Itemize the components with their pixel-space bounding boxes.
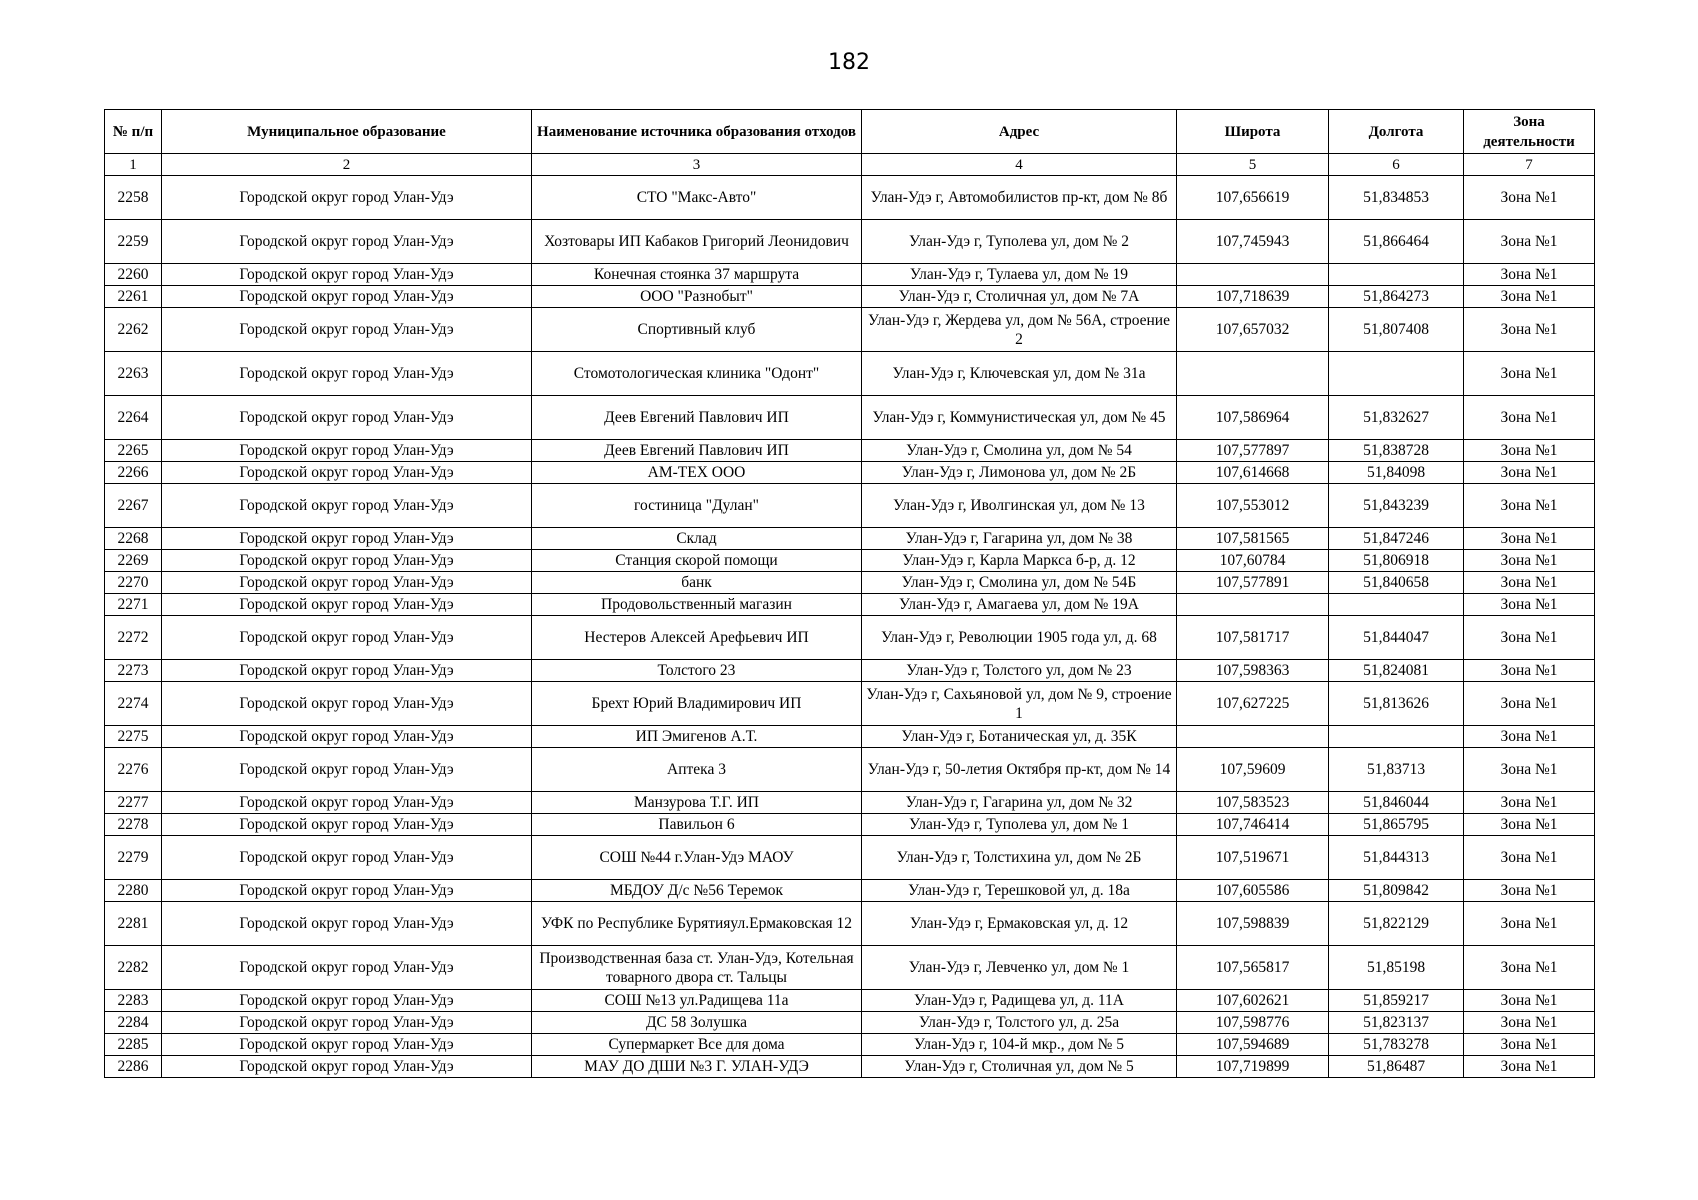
cell-address: Улан-Удэ г, Радищева ул, д. 11А	[862, 990, 1177, 1012]
cell-municipality: Городской округ город Улан-Удэ	[162, 682, 532, 726]
cell-zone: Зона №1	[1464, 462, 1595, 484]
cell-address: Улан-Удэ г, Толстихина ул, дом № 2Б	[862, 836, 1177, 880]
header-longitude: Долгота	[1329, 110, 1464, 154]
column-number-row	[105, 154, 1595, 176]
cell-longitude: 51,823137	[1329, 1012, 1464, 1034]
cell-municipality: Городской округ город Улан-Удэ	[162, 616, 532, 660]
header-source-name: Наименование источника образования отходов	[532, 110, 862, 154]
cell-address: Улан-Удэ г, Коммунистическая ул, дом № 45	[862, 396, 1177, 440]
cell-number: 2286	[105, 1056, 162, 1078]
cell-number: 2276	[105, 748, 162, 792]
cell-address: Улан-Удэ г, Амагаева ул, дом № 19А	[862, 594, 1177, 616]
cell-address: Улан-Удэ г, Сахьяновой ул, дом № 9, строение 1	[862, 682, 1177, 726]
cell-latitude: 107,581565	[1177, 528, 1329, 550]
cell-latitude: 107,581717	[1177, 616, 1329, 660]
page-number: 182	[828, 50, 870, 75]
cell-latitude: 107,602621	[1177, 990, 1329, 1012]
column-number: 4	[862, 154, 1177, 176]
table-row	[105, 880, 1595, 902]
table-row	[105, 902, 1595, 946]
cell-number: 2285	[105, 1034, 162, 1056]
cell-zone: Зона №1	[1464, 572, 1595, 594]
table-row	[105, 352, 1595, 396]
column-number: 2	[162, 154, 532, 176]
cell-longitude: 51,843239	[1329, 484, 1464, 528]
table-row	[105, 550, 1595, 572]
cell-address: Улан-Удэ г, 104-й мкр., дом № 5	[862, 1034, 1177, 1056]
table-row	[105, 616, 1595, 660]
cell-zone: Зона №1	[1464, 946, 1595, 990]
table-row	[105, 396, 1595, 440]
cell-source-name: ДС 58 Золушка	[532, 1012, 862, 1034]
cell-address: Улан-Удэ г, Гагарина ул, дом № 38	[862, 528, 1177, 550]
cell-zone: Зона №1	[1464, 682, 1595, 726]
cell-zone: Зона №1	[1464, 176, 1595, 220]
cell-municipality: Городской округ город Улан-Удэ	[162, 572, 532, 594]
cell-zone: Зона №1	[1464, 440, 1595, 462]
cell-zone: Зона №1	[1464, 814, 1595, 836]
cell-longitude: 51,806918	[1329, 550, 1464, 572]
cell-zone: Зона №1	[1464, 726, 1595, 748]
cell-number: 2272	[105, 616, 162, 660]
cell-longitude: 51,809842	[1329, 880, 1464, 902]
cell-longitude: 51,84098	[1329, 462, 1464, 484]
cell-source-name: Производственная база ст. Улан-Удэ, Котельная товарного двора ст. Тальцы	[532, 946, 862, 990]
table-row	[105, 748, 1595, 792]
cell-source-name: СОШ №13 ул.Радищева 11а	[532, 990, 862, 1012]
waste-sources-table	[104, 109, 1595, 1078]
cell-source-name: УФК по Республике Бурятияул.Ермаковская 12	[532, 902, 862, 946]
cell-latitude: 107,577891	[1177, 572, 1329, 594]
cell-address: Улан-Удэ г, Революции 1905 года ул, д. 68	[862, 616, 1177, 660]
cell-longitude: 51,859217	[1329, 990, 1464, 1012]
cell-number: 2265	[105, 440, 162, 462]
cell-longitude: 51,834853	[1329, 176, 1464, 220]
cell-zone: Зона №1	[1464, 484, 1595, 528]
cell-source-name: Толстого 23	[532, 660, 862, 682]
cell-municipality: Городской округ город Улан-Удэ	[162, 176, 532, 220]
cell-number: 2281	[105, 902, 162, 946]
header-latitude: Широта	[1177, 110, 1329, 154]
cell-zone: Зона №1	[1464, 286, 1595, 308]
cell-address: Улан-Удэ г, Смолина ул, дом № 54Б	[862, 572, 1177, 594]
cell-municipality: Городской округ город Улан-Удэ	[162, 990, 532, 1012]
cell-source-name: банк	[532, 572, 862, 594]
cell-source-name: Стомотологическая клиника "Одонт"	[532, 352, 862, 396]
cell-address: Улан-Удэ г, Туполева ул, дом № 1	[862, 814, 1177, 836]
cell-municipality: Городской округ город Улан-Удэ	[162, 484, 532, 528]
cell-zone: Зона №1	[1464, 836, 1595, 880]
table-row	[105, 572, 1595, 594]
cell-number: 2271	[105, 594, 162, 616]
cell-longitude: 51,866464	[1329, 220, 1464, 264]
cell-longitude	[1329, 594, 1464, 616]
cell-source-name: Аптека 3	[532, 748, 862, 792]
cell-address: Улан-Удэ г, Гагарина ул, дом № 32	[862, 792, 1177, 814]
cell-municipality: Городской округ город Улан-Удэ	[162, 1056, 532, 1078]
cell-longitude: 51,85198	[1329, 946, 1464, 990]
cell-zone: Зона №1	[1464, 220, 1595, 264]
cell-address: Улан-Удэ г, 50-летия Октября пр-кт, дом № 14	[862, 748, 1177, 792]
cell-zone: Зона №1	[1464, 1056, 1595, 1078]
cell-number: 2264	[105, 396, 162, 440]
cell-latitude: 107,627225	[1177, 682, 1329, 726]
cell-source-name: АМ-ТЕХ ООО	[532, 462, 862, 484]
cell-latitude	[1177, 594, 1329, 616]
table-row	[105, 792, 1595, 814]
cell-longitude: 51,838728	[1329, 440, 1464, 462]
cell-municipality: Городской округ город Улан-Удэ	[162, 352, 532, 396]
cell-number: 2270	[105, 572, 162, 594]
cell-latitude: 107,553012	[1177, 484, 1329, 528]
cell-latitude: 107,598363	[1177, 660, 1329, 682]
cell-municipality: Городской округ город Улан-Удэ	[162, 880, 532, 902]
cell-latitude: 107,594689	[1177, 1034, 1329, 1056]
cell-municipality: Городской округ город Улан-Удэ	[162, 462, 532, 484]
cell-latitude	[1177, 264, 1329, 286]
cell-number: 2284	[105, 1012, 162, 1034]
cell-latitude	[1177, 352, 1329, 396]
cell-address: Улан-Удэ г, Смолина ул, дом № 54	[862, 440, 1177, 462]
cell-source-name: Конечная стоянка 37 маршрута	[532, 264, 862, 286]
cell-number: 2279	[105, 836, 162, 880]
cell-zone: Зона №1	[1464, 1034, 1595, 1056]
cell-source-name: Деев Евгений Павлович ИП	[532, 440, 862, 462]
cell-municipality: Городской округ город Улан-Удэ	[162, 946, 532, 990]
cell-longitude: 51,813626	[1329, 682, 1464, 726]
cell-zone: Зона №1	[1464, 660, 1595, 682]
cell-number: 2283	[105, 990, 162, 1012]
cell-latitude	[1177, 726, 1329, 748]
table-row	[105, 286, 1595, 308]
cell-zone: Зона №1	[1464, 792, 1595, 814]
cell-longitude: 51,844313	[1329, 836, 1464, 880]
cell-municipality: Городской округ город Улан-Удэ	[162, 1012, 532, 1034]
cell-address: Улан-Удэ г, Иволгинская ул, дом № 13	[862, 484, 1177, 528]
table-row	[105, 946, 1595, 990]
cell-zone: Зона №1	[1464, 990, 1595, 1012]
cell-municipality: Городской округ город Улан-Удэ	[162, 660, 532, 682]
cell-number: 2282	[105, 946, 162, 990]
cell-latitude: 107,656619	[1177, 176, 1329, 220]
cell-number: 2275	[105, 726, 162, 748]
cell-zone: Зона №1	[1464, 550, 1595, 572]
cell-source-name: СОШ №44 г.Улан-Удэ МАОУ	[532, 836, 862, 880]
cell-latitude: 107,583523	[1177, 792, 1329, 814]
cell-number: 2280	[105, 880, 162, 902]
cell-number: 2274	[105, 682, 162, 726]
cell-source-name: ООО "Разнобыт"	[532, 286, 862, 308]
cell-address: Улан-Удэ г, Толстого ул, д. 25а	[862, 1012, 1177, 1034]
column-number: 1	[105, 154, 162, 176]
table-row	[105, 1012, 1595, 1034]
cell-municipality: Городской округ город Улан-Удэ	[162, 550, 532, 572]
cell-source-name: Нестеров Алексей Арефьевич ИП	[532, 616, 862, 660]
cell-municipality: Городской округ город Улан-Удэ	[162, 748, 532, 792]
table-row	[105, 462, 1595, 484]
table-row	[105, 528, 1595, 550]
header-zone: Зона деятельности	[1464, 110, 1595, 154]
cell-number: 2262	[105, 308, 162, 352]
cell-address: Улан-Удэ г, Левченко ул, дом № 1	[862, 946, 1177, 990]
table-row	[105, 440, 1595, 462]
cell-zone: Зона №1	[1464, 308, 1595, 352]
cell-source-name: СТО "Макс-Авто"	[532, 176, 862, 220]
cell-source-name: Спортивный клуб	[532, 308, 862, 352]
cell-number: 2268	[105, 528, 162, 550]
cell-address: Улан-Удэ г, Жердева ул, дом № 56А, строение 2	[862, 308, 1177, 352]
cell-address: Улан-Удэ г, Столичная ул, дом № 7А	[862, 286, 1177, 308]
table-row	[105, 726, 1595, 748]
cell-latitude: 107,657032	[1177, 308, 1329, 352]
cell-source-name: Павильон 6	[532, 814, 862, 836]
column-number: 7	[1464, 154, 1595, 176]
cell-longitude: 51,832627	[1329, 396, 1464, 440]
table-row	[105, 814, 1595, 836]
cell-number: 2263	[105, 352, 162, 396]
cell-source-name: ИП Эмигенов А.Т.	[532, 726, 862, 748]
cell-zone: Зона №1	[1464, 880, 1595, 902]
column-number: 3	[532, 154, 862, 176]
cell-address: Улан-Удэ г, Ботаническая ул, д. 35К	[862, 726, 1177, 748]
table-row	[105, 176, 1595, 220]
cell-municipality: Городской округ город Улан-Удэ	[162, 814, 532, 836]
table-row	[105, 484, 1595, 528]
cell-source-name: гостиница "Дулан"	[532, 484, 862, 528]
cell-source-name: Супермаркет Все для дома	[532, 1034, 862, 1056]
cell-latitude: 107,719899	[1177, 1056, 1329, 1078]
cell-municipality: Городской округ город Улан-Удэ	[162, 286, 532, 308]
cell-longitude: 51,865795	[1329, 814, 1464, 836]
cell-municipality: Городской округ город Улан-Удэ	[162, 264, 532, 286]
cell-address: Улан-Удэ г, Толстого ул, дом № 23	[862, 660, 1177, 682]
cell-number: 2261	[105, 286, 162, 308]
table-row	[105, 990, 1595, 1012]
cell-zone: Зона №1	[1464, 1012, 1595, 1034]
header-row	[105, 110, 1595, 154]
cell-longitude: 51,840658	[1329, 572, 1464, 594]
cell-longitude: 51,824081	[1329, 660, 1464, 682]
table-row	[105, 264, 1595, 286]
cell-number: 2266	[105, 462, 162, 484]
cell-longitude	[1329, 264, 1464, 286]
cell-zone: Зона №1	[1464, 528, 1595, 550]
cell-source-name: Хозтовары ИП Кабаков Григорий Леонидович	[532, 220, 862, 264]
table-row	[105, 1034, 1595, 1056]
cell-zone: Зона №1	[1464, 594, 1595, 616]
cell-municipality: Городской округ город Улан-Удэ	[162, 440, 532, 462]
cell-latitude: 107,746414	[1177, 814, 1329, 836]
cell-longitude: 51,847246	[1329, 528, 1464, 550]
cell-source-name: Склад	[532, 528, 862, 550]
cell-source-name: Манзурова Т.Г. ИП	[532, 792, 862, 814]
cell-latitude: 107,745943	[1177, 220, 1329, 264]
table-row	[105, 660, 1595, 682]
cell-number: 2260	[105, 264, 162, 286]
cell-number: 2269	[105, 550, 162, 572]
header-municipality: Муниципальное образование	[162, 110, 532, 154]
cell-longitude: 51,807408	[1329, 308, 1464, 352]
cell-municipality: Городской округ город Улан-Удэ	[162, 726, 532, 748]
cell-latitude: 107,614668	[1177, 462, 1329, 484]
cell-zone: Зона №1	[1464, 352, 1595, 396]
header-number: № п/п	[105, 110, 162, 154]
cell-number: 2267	[105, 484, 162, 528]
cell-address: Улан-Удэ г, Терешковой ул, д. 18а	[862, 880, 1177, 902]
cell-municipality: Городской округ город Улан-Удэ	[162, 528, 532, 550]
column-number: 6	[1329, 154, 1464, 176]
cell-zone: Зона №1	[1464, 396, 1595, 440]
cell-zone: Зона №1	[1464, 748, 1595, 792]
cell-latitude: 107,586964	[1177, 396, 1329, 440]
cell-source-name: Брехт Юрий Владимирович ИП	[532, 682, 862, 726]
cell-municipality: Городской округ город Улан-Удэ	[162, 1034, 532, 1056]
table-row	[105, 836, 1595, 880]
cell-latitude: 107,577897	[1177, 440, 1329, 462]
cell-number: 2259	[105, 220, 162, 264]
cell-municipality: Городской округ город Улан-Удэ	[162, 308, 532, 352]
cell-latitude: 107,519671	[1177, 836, 1329, 880]
cell-address: Улан-Удэ г, Карла Маркса б-р, д. 12	[862, 550, 1177, 572]
table-row	[105, 1056, 1595, 1078]
table-body	[105, 176, 1595, 1078]
cell-latitude: 107,598776	[1177, 1012, 1329, 1034]
cell-latitude: 107,718639	[1177, 286, 1329, 308]
cell-address: Улан-Удэ г, Автомобилистов пр-кт, дом № 8б	[862, 176, 1177, 220]
cell-longitude: 51,846044	[1329, 792, 1464, 814]
cell-longitude: 51,822129	[1329, 902, 1464, 946]
cell-municipality: Городской округ город Улан-Удэ	[162, 836, 532, 880]
cell-address: Улан-Удэ г, Туполева ул, дом № 2	[862, 220, 1177, 264]
cell-latitude: 107,598839	[1177, 902, 1329, 946]
cell-source-name: Продовольственный магазин	[532, 594, 862, 616]
cell-latitude: 107,565817	[1177, 946, 1329, 990]
cell-address: Улан-Удэ г, Тулаева ул, дом № 19	[862, 264, 1177, 286]
cell-zone: Зона №1	[1464, 264, 1595, 286]
cell-address: Улан-Удэ г, Лимонова ул, дом № 2Б	[862, 462, 1177, 484]
cell-number: 2258	[105, 176, 162, 220]
cell-number: 2273	[105, 660, 162, 682]
cell-longitude: 51,783278	[1329, 1034, 1464, 1056]
cell-address: Улан-Удэ г, Ермаковская ул, д. 12	[862, 902, 1177, 946]
cell-source-name: МАУ ДО ДШИ №3 Г. УЛАН-УДЭ	[532, 1056, 862, 1078]
cell-longitude	[1329, 726, 1464, 748]
table-row	[105, 220, 1595, 264]
cell-latitude: 107,605586	[1177, 880, 1329, 902]
cell-latitude: 107,60784	[1177, 550, 1329, 572]
cell-zone: Зона №1	[1464, 902, 1595, 946]
cell-municipality: Городской округ город Улан-Удэ	[162, 396, 532, 440]
cell-longitude: 51,86487	[1329, 1056, 1464, 1078]
cell-source-name: Станция скорой помощи	[532, 550, 862, 572]
cell-number: 2278	[105, 814, 162, 836]
cell-longitude: 51,844047	[1329, 616, 1464, 660]
cell-zone: Зона №1	[1464, 616, 1595, 660]
cell-latitude: 107,59609	[1177, 748, 1329, 792]
cell-longitude: 51,864273	[1329, 286, 1464, 308]
header-address: Адрес	[862, 110, 1177, 154]
cell-municipality: Городской округ город Улан-Удэ	[162, 902, 532, 946]
table-row	[105, 308, 1595, 352]
cell-municipality: Городской округ город Улан-Удэ	[162, 792, 532, 814]
cell-source-name: Деев Евгений Павлович ИП	[532, 396, 862, 440]
cell-longitude: 51,83713	[1329, 748, 1464, 792]
column-number: 5	[1177, 154, 1329, 176]
cell-address: Улан-Удэ г, Ключевская ул, дом № 31а	[862, 352, 1177, 396]
cell-longitude	[1329, 352, 1464, 396]
cell-number: 2277	[105, 792, 162, 814]
table-row	[105, 594, 1595, 616]
cell-source-name: МБДОУ Д/с №56 Теремок	[532, 880, 862, 902]
cell-municipality: Городской округ город Улан-Удэ	[162, 594, 532, 616]
cell-address: Улан-Удэ г, Столичная ул, дом № 5	[862, 1056, 1177, 1078]
table-row	[105, 682, 1595, 726]
cell-municipality: Городской округ город Улан-Удэ	[162, 220, 532, 264]
